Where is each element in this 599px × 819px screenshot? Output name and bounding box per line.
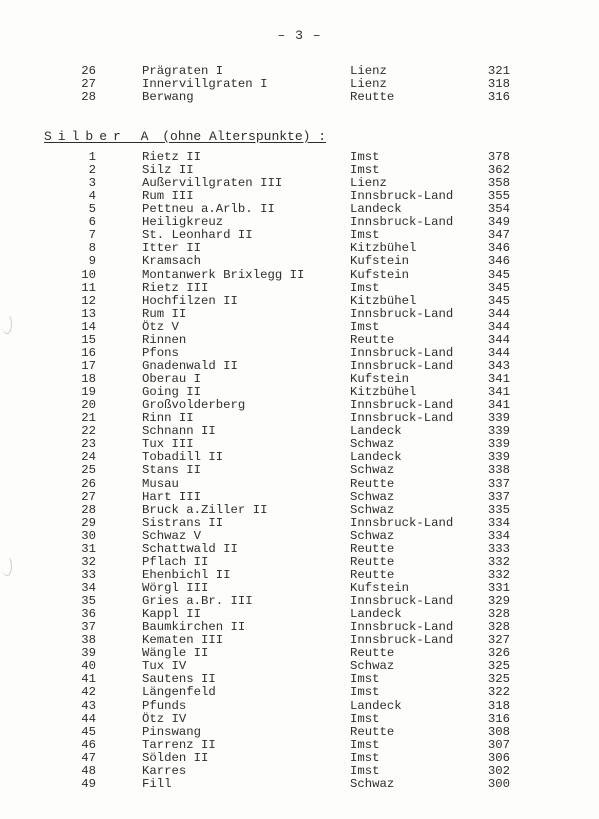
points-cell: 344 — [487, 306, 510, 321]
district-cell: Reutte — [350, 332, 395, 347]
table-row — [0, 177, 599, 190]
place-name-cell: Innervillgraten I — [142, 77, 268, 92]
district-cell: Kufstein — [350, 580, 410, 595]
place-name-cell: Sistrans II — [142, 515, 224, 530]
rank-cell: 40 — [81, 659, 96, 674]
rank-cell: 26 — [81, 64, 96, 78]
rank-cell: 43 — [81, 698, 96, 713]
place-name-cell: Tux IV — [142, 659, 187, 674]
rank-cell: 36 — [81, 607, 96, 622]
table-row — [0, 673, 599, 686]
district-cell: Innsbruck-Land — [350, 411, 454, 426]
place-name-cell: Fill — [142, 776, 172, 791]
table-row — [0, 778, 599, 791]
district-cell: Imst — [350, 737, 380, 752]
district-cell: Innsbruck-Land — [350, 215, 454, 230]
points-cell: 349 — [487, 215, 510, 230]
place-name-cell: Außervillgraten III — [142, 176, 283, 191]
points-cell: 337 — [487, 476, 510, 491]
place-name-cell: Heiligkreuz — [142, 215, 224, 230]
rank-cell: 32 — [81, 554, 96, 569]
table-row — [0, 530, 599, 543]
table-row — [0, 739, 599, 752]
district-cell: Imst — [350, 319, 380, 334]
points-cell: 300 — [487, 776, 510, 791]
district-cell: Innsbruck-Land — [350, 633, 454, 648]
place-name-cell: Sölden II — [142, 750, 209, 765]
district-cell: Reutte — [350, 541, 395, 556]
section-heading — [44, 129, 326, 144]
table-row — [0, 569, 599, 582]
table-row — [0, 713, 599, 726]
district-cell: Landeck — [350, 450, 402, 465]
points-cell: 346 — [487, 241, 510, 256]
table-row — [0, 295, 599, 308]
table-row — [0, 91, 599, 104]
table-row — [0, 269, 599, 282]
place-name-cell: Kappl II — [142, 607, 202, 622]
rank-cell: 11 — [81, 280, 96, 295]
district-cell: Landeck — [350, 202, 402, 217]
rank-cell: 16 — [81, 345, 96, 360]
rank-cell: 4 — [88, 189, 96, 204]
place-name-cell: Karres — [142, 763, 187, 778]
rank-cell: 27 — [81, 77, 96, 92]
table-row — [0, 425, 599, 438]
district-cell: Reutte — [350, 90, 395, 105]
points-cell: 321 — [487, 64, 510, 78]
place-name-cell: Going II — [142, 385, 202, 400]
place-name-cell: Rinnen — [142, 332, 187, 347]
district-cell: Schwaz — [350, 437, 395, 452]
district-cell: Reutte — [350, 724, 395, 739]
district-cell: Imst — [350, 685, 380, 700]
table-row — [0, 216, 599, 229]
rank-cell: 27 — [81, 489, 96, 504]
place-name-cell: Hart III — [142, 489, 202, 504]
place-name-cell: Längenfeld — [142, 685, 216, 700]
table-row — [0, 752, 599, 765]
points-cell: 345 — [487, 293, 510, 308]
district-cell: Imst — [350, 150, 380, 164]
table-row — [0, 608, 599, 621]
district-cell: Innsbruck-Land — [350, 398, 454, 413]
punch-hole-mark — [2, 556, 12, 576]
points-cell: 341 — [487, 372, 510, 387]
section-heading-note: (ohne Alterspunkte) : — [154, 129, 327, 144]
table-row — [0, 190, 599, 203]
rank-cell: 19 — [81, 385, 96, 400]
table-row — [0, 321, 599, 334]
points-cell: 341 — [487, 398, 510, 413]
district-cell: Schwaz — [350, 528, 395, 543]
points-cell: 345 — [487, 280, 510, 295]
points-cell: 337 — [487, 489, 510, 504]
table-row — [0, 595, 599, 608]
points-cell: 306 — [487, 750, 510, 765]
district-cell: Kitzbühel — [350, 241, 417, 256]
district-cell: Schwaz — [350, 659, 395, 674]
district-cell: Innsbruck-Land — [350, 620, 454, 635]
points-cell: 344 — [487, 319, 510, 334]
points-cell: 345 — [487, 267, 510, 282]
points-cell: 329 — [487, 594, 510, 609]
table-row — [0, 700, 599, 713]
rank-cell: 44 — [81, 711, 96, 726]
district-cell: Landeck — [350, 698, 402, 713]
place-name-cell: Wörgl III — [142, 580, 209, 595]
place-name-cell: Großvolderberg — [142, 398, 246, 413]
place-name-cell: Tux III — [142, 437, 194, 452]
table-row — [0, 65, 599, 78]
rank-cell: 48 — [81, 763, 96, 778]
points-cell: 326 — [487, 646, 510, 661]
points-cell: 318 — [487, 698, 510, 713]
district-cell: Kitzbühel — [350, 293, 417, 308]
district-cell: Kufstein — [350, 372, 410, 387]
place-name-cell: Pfons — [142, 345, 179, 360]
district-cell: Schwaz — [350, 489, 395, 504]
district-cell: Imst — [350, 672, 380, 687]
rank-cell: 24 — [81, 450, 96, 465]
district-cell: Schwaz — [350, 502, 395, 517]
district-cell: Kufstein — [350, 267, 410, 282]
district-cell: Landeck — [350, 607, 402, 622]
points-cell: 316 — [487, 90, 510, 105]
table-row — [0, 229, 599, 242]
points-cell: 334 — [487, 515, 510, 530]
points-cell: 327 — [487, 633, 510, 648]
place-name-cell: Baumkirchen II — [142, 620, 246, 635]
table-row — [0, 451, 599, 464]
district-cell: Innsbruck-Land — [350, 345, 454, 360]
rank-cell: 15 — [81, 332, 96, 347]
place-name-cell: Pfunds — [142, 698, 187, 713]
place-name-cell: Tarrenz II — [142, 737, 216, 752]
table-row — [0, 334, 599, 347]
place-name-cell: Stans II — [142, 463, 202, 478]
points-cell: 341 — [487, 385, 510, 400]
table-row — [0, 765, 599, 778]
place-name-cell: Bruck a.Ziller II — [142, 502, 268, 517]
table-row — [0, 621, 599, 634]
points-cell: 307 — [487, 737, 510, 752]
table-row — [0, 78, 599, 91]
place-name-cell: Wängle II — [142, 646, 209, 661]
points-cell: 331 — [487, 580, 510, 595]
points-cell: 316 — [487, 711, 510, 726]
place-name-cell: Silz II — [142, 163, 194, 178]
points-cell: 343 — [487, 358, 510, 373]
table-row — [0, 464, 599, 477]
district-cell: Imst — [350, 163, 380, 178]
rank-cell: 37 — [81, 620, 96, 635]
district-cell: Innsbruck-Land — [350, 515, 454, 530]
district-cell: Reutte — [350, 554, 395, 569]
points-cell: 308 — [487, 724, 510, 739]
points-cell: 358 — [487, 176, 510, 191]
points-cell: 339 — [487, 450, 510, 465]
table-row — [0, 282, 599, 295]
district-cell: Landeck — [350, 424, 402, 439]
points-cell: 344 — [487, 332, 510, 347]
rank-cell: 18 — [81, 372, 96, 387]
place-name-cell: Prägraten I — [142, 64, 224, 78]
district-cell: Lienz — [350, 77, 387, 92]
rank-cell: 12 — [81, 293, 96, 308]
place-name-cell: Rum III — [142, 189, 194, 204]
place-name-cell: Pflach II — [142, 554, 209, 569]
rank-cell: 10 — [81, 267, 96, 282]
place-name-cell: Schwaz V — [142, 528, 202, 543]
rank-cell: 1 — [88, 150, 96, 164]
district-cell: Schwaz — [350, 463, 395, 478]
rank-cell: 35 — [81, 594, 96, 609]
place-name-cell: Gries a.Br. III — [142, 594, 253, 609]
place-name-cell: Itter II — [142, 241, 202, 256]
table-row — [0, 582, 599, 595]
district-cell: Imst — [350, 763, 380, 778]
points-cell: 332 — [487, 554, 510, 569]
rank-cell: 33 — [81, 567, 96, 582]
rank-cell: 9 — [88, 254, 96, 269]
table-row — [0, 504, 599, 517]
place-name-cell: Rietz II — [142, 150, 202, 164]
table-row — [0, 203, 599, 216]
points-cell: 333 — [487, 541, 510, 556]
place-name-cell: Oberau I — [142, 372, 202, 387]
table-row — [0, 412, 599, 425]
table-row — [0, 164, 599, 177]
place-name-cell: Tobadill II — [142, 450, 224, 465]
points-cell: 362 — [487, 163, 510, 178]
points-cell: 355 — [487, 189, 510, 204]
table-row — [0, 660, 599, 673]
rank-cell: 42 — [81, 685, 96, 700]
place-name-cell: Sautens II — [142, 672, 216, 687]
points-cell: 335 — [487, 502, 510, 517]
page-number: – 3 – — [277, 28, 322, 43]
place-name-cell: Pinswang — [142, 724, 202, 739]
place-name-cell: Hochfilzen II — [142, 293, 238, 308]
points-cell: 378 — [487, 150, 510, 164]
place-name-cell: Schnann II — [142, 424, 216, 439]
table-row — [0, 543, 599, 556]
place-name-cell: Ötz IV — [142, 711, 187, 726]
place-name-cell: Musau — [142, 476, 179, 491]
points-cell: 354 — [487, 202, 510, 217]
table-row — [0, 151, 599, 164]
place-name-cell: Kramsach — [142, 254, 202, 269]
district-cell: Reutte — [350, 567, 395, 582]
rank-cell: 29 — [81, 515, 96, 530]
place-name-cell: Montanwerk Brixlegg II — [142, 267, 305, 282]
table-row — [0, 634, 599, 647]
points-cell: 346 — [487, 254, 510, 269]
district-cell: Reutte — [350, 646, 395, 661]
points-cell: 347 — [487, 228, 510, 243]
rank-cell: 23 — [81, 437, 96, 452]
place-name-cell: Ötz V — [142, 319, 179, 334]
points-cell: 325 — [487, 659, 510, 674]
table-row — [0, 491, 599, 504]
district-cell: Innsbruck-Land — [350, 594, 454, 609]
table-row — [0, 399, 599, 412]
district-cell: Imst — [350, 711, 380, 726]
rank-cell: 22 — [81, 424, 96, 439]
points-cell: 334 — [487, 528, 510, 543]
rank-cell: 5 — [88, 202, 96, 217]
points-cell: 302 — [487, 763, 510, 778]
district-cell: Innsbruck-Land — [350, 358, 454, 373]
punch-hole-mark — [2, 314, 12, 334]
rank-cell: 6 — [88, 215, 96, 230]
district-cell: Imst — [350, 280, 380, 295]
rank-cell: 28 — [81, 502, 96, 517]
rank-cell: 26 — [81, 476, 96, 491]
points-cell: 338 — [487, 463, 510, 478]
place-name-cell: Ehenbichl II — [142, 567, 231, 582]
rank-cell: 30 — [81, 528, 96, 543]
rank-cell: 8 — [88, 241, 96, 256]
rank-cell: 7 — [88, 228, 96, 243]
points-cell: 318 — [487, 77, 510, 92]
rank-cell: 47 — [81, 750, 96, 765]
rank-cell: 17 — [81, 358, 96, 373]
table-row — [0, 556, 599, 569]
place-name-cell: Gnadenwald II — [142, 358, 238, 373]
district-cell: Kufstein — [350, 254, 410, 269]
rank-cell: 49 — [81, 776, 96, 791]
points-cell: 328 — [487, 607, 510, 622]
section-heading-main: Silber A — [44, 129, 155, 144]
place-name-cell: St. Leonhard II — [142, 228, 253, 243]
table-row — [0, 347, 599, 360]
district-cell: Lienz — [350, 176, 387, 191]
table-row — [0, 255, 599, 268]
district-cell: Schwaz — [350, 776, 395, 791]
table-row — [0, 242, 599, 255]
place-name-cell: Rinn II — [142, 411, 194, 426]
place-name-cell: Rum II — [142, 306, 187, 321]
points-cell: 339 — [487, 437, 510, 452]
place-name-cell: Schattwald II — [142, 541, 238, 556]
district-cell: Lienz — [350, 64, 387, 78]
rank-cell: 21 — [81, 411, 96, 426]
table-row — [0, 438, 599, 451]
rank-cell: 45 — [81, 724, 96, 739]
table-row — [0, 386, 599, 399]
place-name-cell: Pettneu a.Arlb. II — [142, 202, 275, 217]
table-row — [0, 478, 599, 491]
rank-cell: 2 — [88, 163, 96, 178]
table-row — [0, 360, 599, 373]
rank-cell: 46 — [81, 737, 96, 752]
district-cell: Imst — [350, 228, 380, 243]
table-row — [0, 686, 599, 699]
place-name-cell: Kematen III — [142, 633, 224, 648]
points-cell: 344 — [487, 345, 510, 360]
rank-cell: 13 — [81, 306, 96, 321]
rank-cell: 20 — [81, 398, 96, 413]
points-cell: 339 — [487, 411, 510, 426]
rank-cell: 31 — [81, 541, 96, 556]
table-row — [0, 726, 599, 739]
points-cell: 339 — [487, 424, 510, 439]
district-cell: Imst — [350, 750, 380, 765]
points-cell: 328 — [487, 620, 510, 635]
rank-cell: 34 — [81, 580, 96, 595]
rank-cell: 3 — [88, 176, 96, 191]
place-name-cell: Berwang — [142, 90, 194, 105]
rank-cell: 14 — [81, 319, 96, 334]
district-cell: Reutte — [350, 476, 395, 491]
table-row — [0, 373, 599, 386]
rank-cell: 41 — [81, 672, 96, 687]
table-row — [0, 308, 599, 321]
rank-cell: 28 — [81, 90, 96, 105]
table-row — [0, 517, 599, 530]
rank-cell: 38 — [81, 633, 96, 648]
place-name-cell: Rietz III — [142, 280, 209, 295]
points-cell: 332 — [487, 567, 510, 582]
district-cell: Innsbruck-Land — [350, 306, 454, 321]
table-row — [0, 647, 599, 660]
district-cell: Kitzbühel — [350, 385, 417, 400]
rank-cell: 39 — [81, 646, 96, 661]
points-cell: 322 — [487, 685, 510, 700]
district-cell: Innsbruck-Land — [350, 189, 454, 204]
points-cell: 325 — [487, 672, 510, 687]
rank-cell: 25 — [81, 463, 96, 478]
